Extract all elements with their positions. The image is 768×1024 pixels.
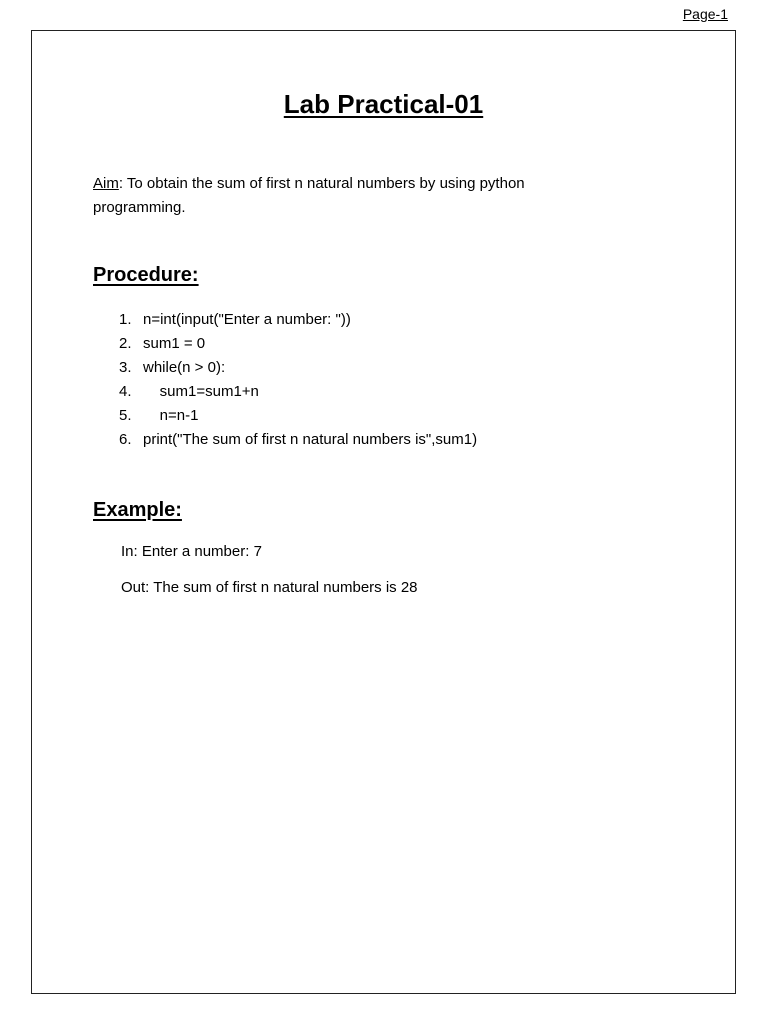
example-output: Out: The sum of first n natural numbers is 28 [121, 579, 418, 596]
step-code: sum1=sum1+n [143, 383, 259, 400]
aim-label: Aim [93, 175, 119, 192]
procedure-heading: Procedure: [93, 264, 199, 286]
aim-text: : To obtain the sum of first n natural numbers by using python programming. [93, 175, 525, 216]
procedure-step [119, 356, 477, 380]
step-code: while(n > 0): [143, 359, 226, 376]
page-title-text: Lab Practical-01 [283, 89, 484, 119]
procedure-steps [119, 308, 477, 452]
step-number: 5. [119, 407, 132, 424]
procedure-step [119, 332, 477, 356]
procedure-step [119, 308, 477, 332]
step-number: 2. [119, 335, 132, 352]
procedure-step [119, 404, 477, 428]
page-frame [31, 30, 736, 994]
step-number: 6. [119, 431, 132, 448]
step-number: 1. [119, 311, 132, 328]
step-code: n=int(input("Enter a number: ")) [143, 311, 351, 328]
step-code: n=n-1 [143, 407, 199, 424]
step-code: print("The sum of first n natural numbers is",sum1) [143, 431, 478, 448]
procedure-step [119, 380, 477, 404]
page-number: Page-1 [682, 6, 728, 22]
step-number: 3. [119, 359, 132, 376]
page-title [32, 89, 735, 120]
procedure-step [119, 428, 477, 452]
example-input: In: Enter a number: 7 [121, 543, 262, 560]
step-number: 4. [119, 383, 132, 400]
example-heading: Example: [93, 499, 182, 521]
aim-paragraph [93, 172, 613, 220]
step-code: sum1 = 0 [143, 335, 206, 352]
